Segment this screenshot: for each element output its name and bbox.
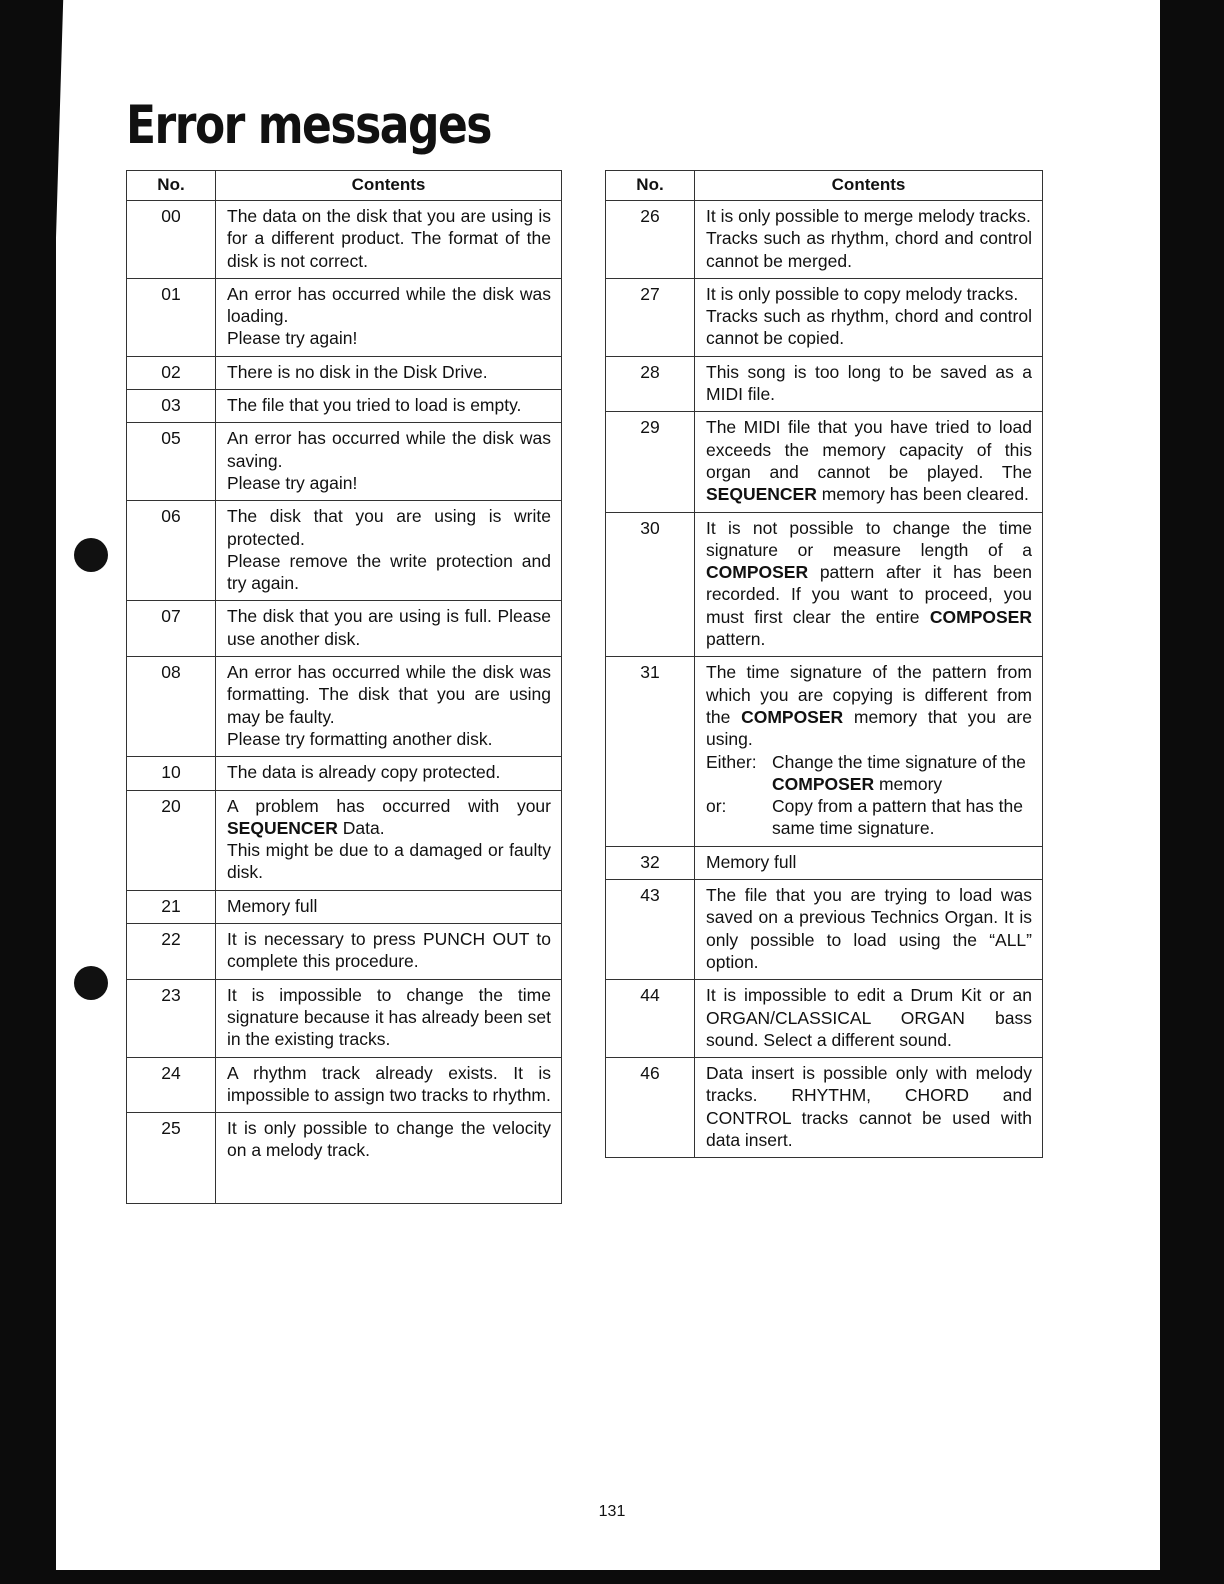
error-code: 29 [606,412,695,512]
table-row [606,880,1043,980]
error-code: 02 [127,356,216,389]
error-description: It is necessary to press PUNCH OUT to complete this procedure. [216,924,562,980]
error-description: A problem has occurred with your SEQUENCER Data. This might be due to a damaged or faulty disk. [216,790,562,890]
error-code: 23 [127,979,216,1057]
scan-edge-notch [56,0,74,1584]
error-code: 26 [606,201,695,279]
column-header-contents: Contents [216,171,562,201]
table-row [127,757,562,790]
error-description: The file that you tried to load is empty. [216,390,562,423]
table-row [606,980,1043,1058]
table-row [606,201,1043,279]
table-row [606,512,1043,657]
table-row [127,356,562,389]
table-row [606,412,1043,512]
error-code: 21 [127,890,216,923]
table-row [606,1058,1043,1158]
column-header-no: No. [127,171,216,201]
column-header-contents: Contents [695,171,1043,201]
error-code: 32 [606,846,695,879]
scan-edge-left [0,0,56,1584]
error-code: 27 [606,278,695,356]
page-title: Error messages [126,95,491,157]
error-code: 24 [127,1057,216,1113]
error-description: An error has occurred while the disk was loading. Please try again! [216,278,562,356]
table-row [606,278,1043,356]
table-row [127,979,562,1057]
error-description: An error has occurred while the disk was saving. Please try again! [216,423,562,501]
error-description: It is only possible to copy melody tracks. Tracks such as rhythm, chord and control cannot be copied. [695,278,1043,356]
error-code: 44 [606,980,695,1058]
error-code: 30 [606,512,695,657]
scan-edge-bottom [0,1570,1224,1584]
error-description: It is only possible to merge melody tracks. Tracks such as rhythm, chord and control cannot be merged. [695,201,1043,279]
error-description: A rhythm track already exists. It is impossible to assign two tracks to rhythm. [216,1057,562,1113]
error-description: The MIDI file that you have tried to load exceeds the memory capacity of this organ and cannot be played. The SEQUENCER memory has been cleared. [695,412,1043,512]
error-description: Data insert is possible only with melody tracks. RHYTHM, CHORD and CONTROL tracks cannot be used with data insert. [695,1058,1043,1158]
error-table-right [605,170,1043,1158]
error-code: 08 [127,657,216,757]
error-description: The data on the disk that you are using is for a different product. The format of the disk is not correct. [216,201,562,279]
error-code: 01 [127,278,216,356]
table-row [127,1057,562,1113]
table-row [127,790,562,890]
table-row [127,278,562,356]
table-row [127,890,562,923]
scan-edge-right [1160,0,1224,1584]
column-header-no: No. [606,171,695,201]
error-code: 46 [606,1058,695,1158]
error-description: It is impossible to change the time signature because it has already been set in the existing tracks. [216,979,562,1057]
error-description: An error has occurred while the disk was formatting. The disk that you are using may be faulty. Please try formatting another disk. [216,657,562,757]
table-row [127,501,562,601]
binder-hole [74,966,108,1000]
table-row [127,601,562,657]
error-code: 25 [127,1113,216,1204]
error-description: Memory full [695,846,1043,879]
table-row [127,924,562,980]
error-code: 20 [127,790,216,890]
table-row [127,390,562,423]
binder-hole [74,538,108,572]
error-description: The disk that you are using is write protected. Please remove the write protection and try again. [216,501,562,601]
error-description: It is only possible to change the velocity on a melody track. [216,1113,562,1204]
table-row [606,846,1043,879]
error-code: 43 [606,880,695,980]
error-description: The disk that you are using is full. Please use another disk. [216,601,562,657]
error-code: 06 [127,501,216,601]
error-description: It is impossible to edit a Drum Kit or an ORGAN/CLASSICAL ORGAN bass sound. Select a different sound. [695,980,1043,1058]
table-row [606,356,1043,412]
error-description: The data is already copy protected. [216,757,562,790]
error-code: 07 [127,601,216,657]
error-description: The time signature of the pattern from which you are copying is different from the COMPOSER memory that you are using. Either: Change the time signature of the COMPOSER memory or: Copy from a pattern that has the same time signature. [695,657,1043,846]
error-code: 22 [127,924,216,980]
table-row [606,657,1043,846]
error-code: 03 [127,390,216,423]
table-row [127,1113,562,1204]
error-description: Memory full [216,890,562,923]
error-code: 28 [606,356,695,412]
error-code: 05 [127,423,216,501]
error-description: It is not possible to change the time signature or measure length of a COMPOSER pattern after it has been recorded. If you want to proceed, you must first clear the entire COMPOSER pattern. [695,512,1043,657]
error-table-left [126,170,562,1204]
page-number: 131 [598,1503,626,1520]
error-code: 10 [127,757,216,790]
error-description: The file that you are trying to load was saved on a previous Technics Organ. It is only possible to load using the “ALL” option. [695,880,1043,980]
table-row [127,423,562,501]
error-code: 31 [606,657,695,846]
error-description: There is no disk in the Disk Drive. [216,356,562,389]
table-row [127,657,562,757]
error-code: 00 [127,201,216,279]
error-description: This song is too long to be saved as a MIDI file. [695,356,1043,412]
table-row [127,201,562,279]
